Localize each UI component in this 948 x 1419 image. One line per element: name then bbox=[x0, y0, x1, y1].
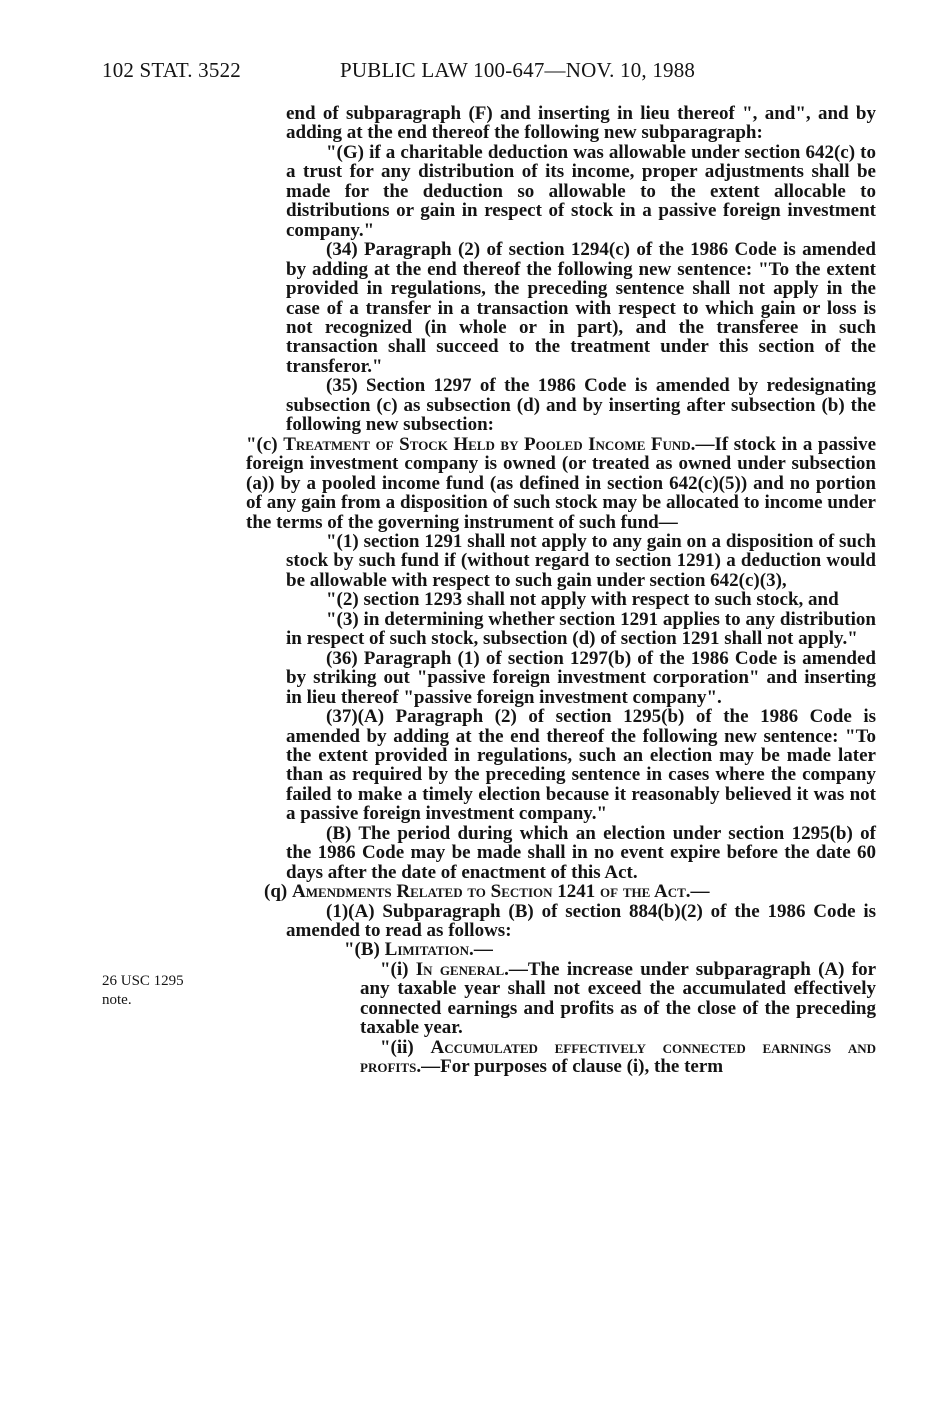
subsection-c-pooled-income-fund bbox=[246, 435, 876, 532]
clause-ii-lead: "(ii) bbox=[380, 1036, 431, 1058]
clause-ii-text: —For purposes of clause (i), the term bbox=[421, 1056, 724, 1078]
subsection-c-text: —If stock in a passive foreign investment company is owned (or treated as owned under subsection (a)) by a pooled income fund (as defined in section 642(c)(5)) and no portion of any gain from a disposition of such stock may be allocated to income under the terms of the governing instrument of such fund— bbox=[246, 433, 877, 533]
clause-1-section-1291: "(1) section 1291 shall not apply to any gain on a disposition of such stock by such fund if (without regard to section 1291) a deduction would be allowable with respect to such gain under section 642(c)(3), bbox=[286, 530, 876, 591]
clause-ii-accumulated bbox=[246, 1038, 876, 1077]
subparagraph-g: "(G) if a charitable deduction was allowable under section 642(c) to a trust for any distribution of its income, proper adjustments shall be made for the deduction so allowable to the extent allocable to distributions or gain in respect of stock in a passive foreign investment company." bbox=[286, 141, 876, 241]
paragraph-33-continuation: end of subparagraph (F) and inserting in lieu thereof ", and", and by adding at the end thereof the following new subparagraph: bbox=[286, 103, 876, 144]
subsection-q-lead: (q) bbox=[264, 881, 292, 903]
clause-i-in-general bbox=[246, 960, 876, 1038]
limitation-dash: — bbox=[473, 939, 493, 961]
paragraph-35: (35) Section 1297 of the 1986 Code is amended by redesignating subsection (c) as subsection (d) and by inserting after subsection (b) the following new subsection: bbox=[286, 375, 876, 436]
subsection-q-title: Amendments Related to Section 1241 of the Act. bbox=[291, 881, 691, 903]
subsection-c-lead: "(c) bbox=[246, 433, 284, 455]
clause-i-lead: "(i) bbox=[380, 958, 416, 980]
clause-3-distribution: "(3) in determining whether section 1291 applies to any distribution in respect of such stock, subsection (d) of section 1291 shall not apply." bbox=[286, 608, 876, 650]
clause-i-text: —The increase under subparagraph (A) for any taxable year shall not exceed the accumulated effectively connected earnings and profits as of the close of the preceding taxable year. bbox=[360, 958, 877, 1039]
limitation-lead: "(B) bbox=[344, 939, 385, 961]
margin-citation-line-2: note. bbox=[102, 992, 132, 1008]
subparagraph-b-limitation bbox=[246, 940, 876, 959]
clause-ii-heading: Accumulated effectively connected earnings and profits. bbox=[360, 1036, 876, 1078]
page-number-header: 102 STAT. 3522 bbox=[102, 58, 241, 82]
statute-body bbox=[246, 104, 876, 1077]
paragraph-1-a: (1)(A) Subparagraph (B) of section 884(b)(2) of the 1986 Code is amended to read as follows: bbox=[286, 900, 876, 942]
limitation-heading: Limitation. bbox=[384, 939, 474, 961]
paragraph-36: (36) Paragraph (1) of section 1297(b) of the 1986 Code is amended by striking out "passive foreign investment corporation" and inserting in lieu thereof "passive foreign investment company". bbox=[286, 647, 876, 708]
margin-citation bbox=[102, 972, 222, 1010]
clause-i-heading: In general. bbox=[415, 958, 509, 980]
clause-2-section-1293: "(2) section 1293 shall not apply with respect to such stock, and bbox=[326, 589, 839, 611]
margin-citation-line-1: 26 USC 1295 bbox=[102, 973, 184, 989]
paragraph-37-b: (B) The period during which an election under section 1295(b) of the 1986 Code may be made shall in no event expire before the date 60 days after the date of enactment of this Act. bbox=[286, 822, 876, 883]
subsection-q-dash: — bbox=[690, 881, 710, 903]
paragraph-34: (34) Paragraph (2) of section 1294(c) of the 1986 Code is amended by adding at the end thereof the following new sentence: "To the extent provided in regulations, the preceding sentence shall not apply in the case of a transfer in a transaction with respect to which gain or loss is not recognized (in whole or in part), and the transferee in such transaction shall succeed to the treatment under this section of the transferor." bbox=[286, 239, 876, 377]
subsection-q-heading bbox=[246, 882, 876, 901]
running-head: PUBLIC LAW 100-647—NOV. 10, 1988 bbox=[340, 58, 696, 82]
paragraph-37-a: (37)(A) Paragraph (2) of section 1295(b) of the 1986 Code is amended by adding at the end thereof the following new sentence: "To the extent provided in regulations, such an election may be made later than as required by the preceding sentence in cases where the company failed to make a timely election because it reasonably believed it was not a passive foreign investment company." bbox=[286, 706, 876, 825]
subsection-c-heading: Treatment of Stock Held by Pooled Income Fund. bbox=[283, 433, 696, 455]
